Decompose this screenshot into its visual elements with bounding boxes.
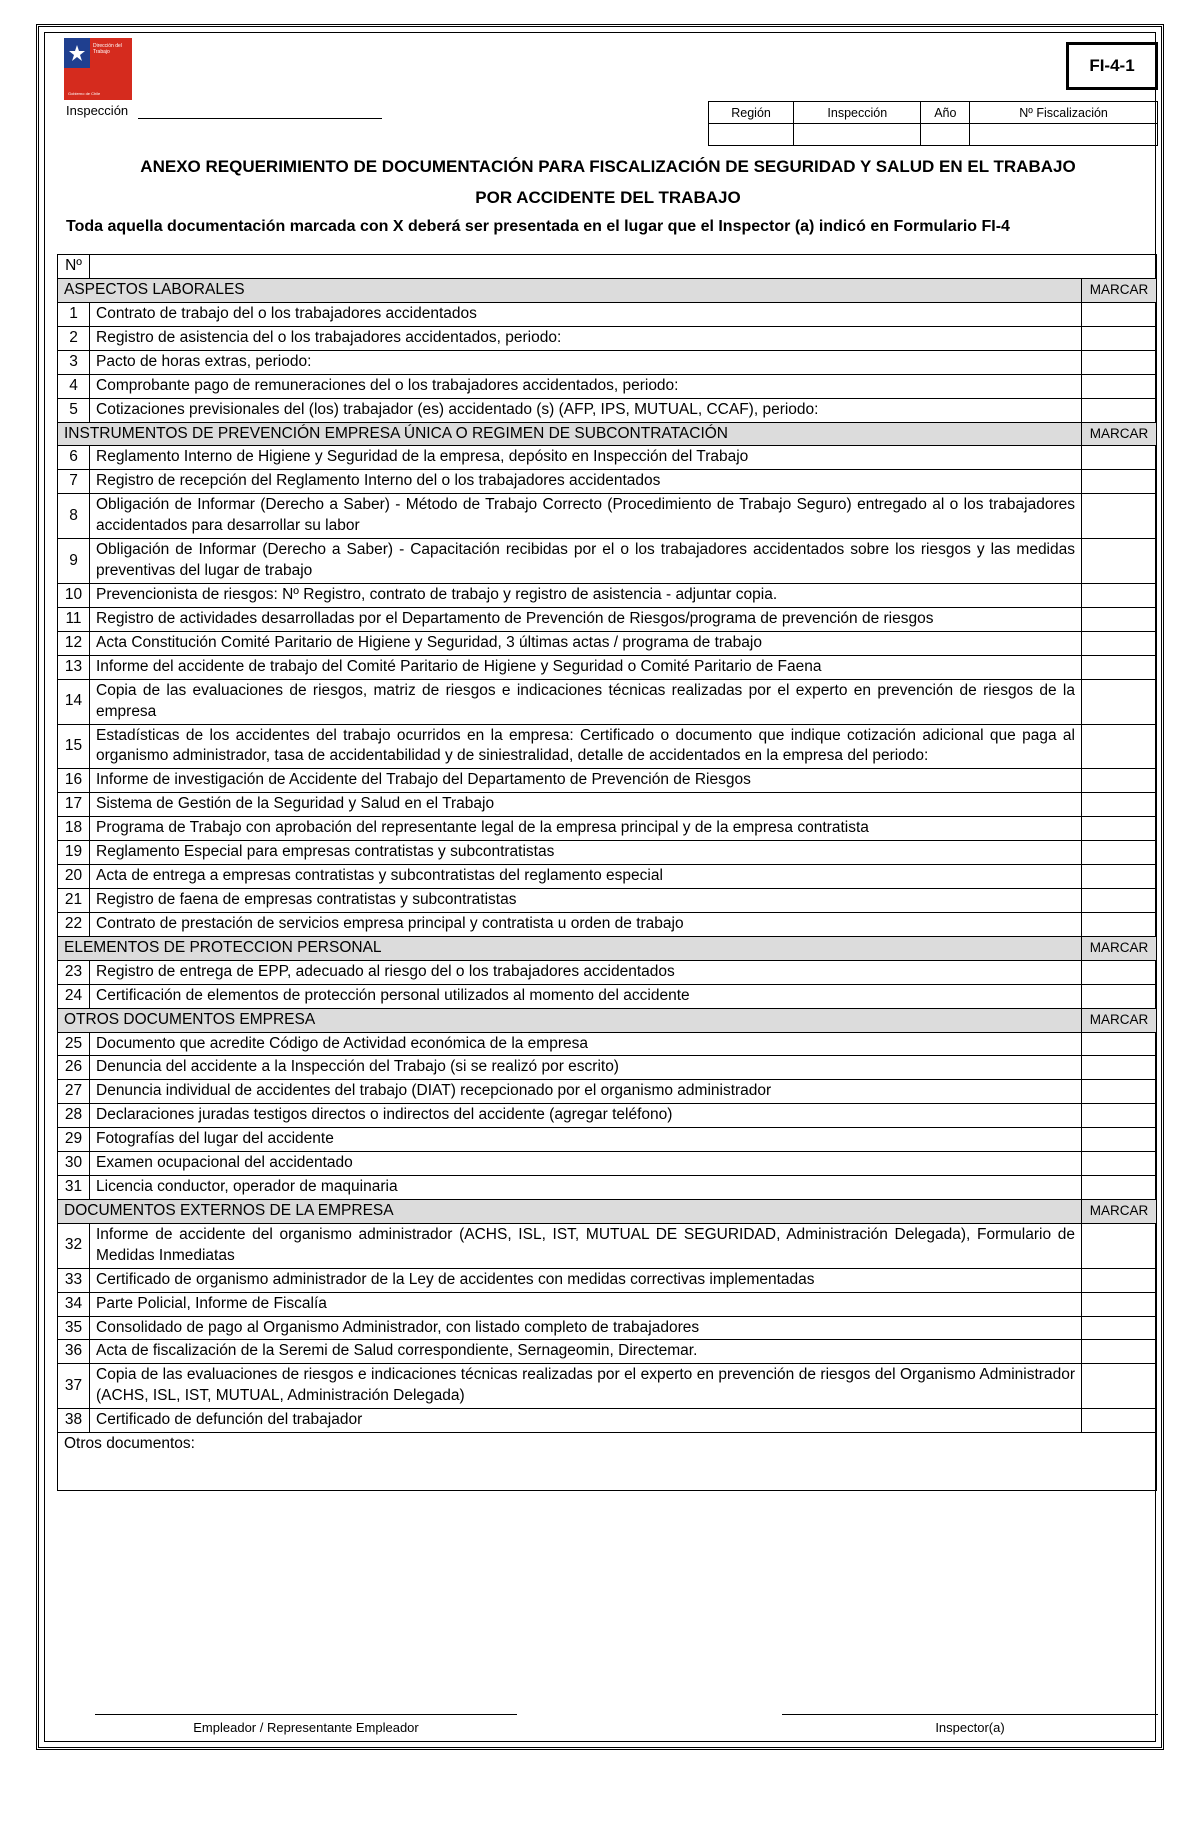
employer-signature-label: Empleador / Representante Empleador — [193, 1720, 419, 1735]
item-number: 37 — [58, 1364, 90, 1409]
item-description: Reglamento Interno de Higiene y Seguridad de la empresa, depósito en Inspección del Trabajo — [90, 446, 1082, 470]
inspection-header: Inspección — [794, 102, 921, 124]
item-description: Comprobante pago de remuneraciones del o los trabajadores accidentados, periodo: — [90, 374, 1082, 398]
mark-cell[interactable] — [1082, 793, 1157, 817]
mark-header: MARCAR — [1082, 936, 1157, 960]
table-row — [58, 1409, 1157, 1433]
table-row — [58, 494, 1157, 539]
mark-header: MARCAR — [1082, 1199, 1157, 1223]
item-number: 29 — [58, 1128, 90, 1152]
item-description: Certificado de defunción del trabajador — [90, 1409, 1082, 1433]
mark-cell[interactable] — [1082, 984, 1157, 1008]
table-row — [58, 1340, 1157, 1364]
section-header — [58, 422, 1157, 446]
item-description: Declaraciones juradas testigos directos o indirectos del accidente (agregar teléfono) — [90, 1104, 1082, 1128]
item-description: Contrato de trabajo del o los trabajadores accidentados — [90, 302, 1082, 326]
table-row — [58, 470, 1157, 494]
item-number: 15 — [58, 724, 90, 769]
mark-header: MARCAR — [1082, 279, 1157, 303]
item-number: 14 — [58, 679, 90, 724]
item-number: 17 — [58, 793, 90, 817]
table-row — [58, 539, 1157, 584]
table-row — [58, 724, 1157, 769]
table-row — [58, 1364, 1157, 1409]
item-description: Registro de asistencia del o los trabajadores accidentados, periodo: — [90, 326, 1082, 350]
section-header — [58, 936, 1157, 960]
form-code: FI-4-1 — [1066, 42, 1158, 90]
mark-cell[interactable] — [1082, 1409, 1157, 1433]
mark-cell[interactable] — [1082, 1223, 1157, 1268]
table-row — [58, 1152, 1157, 1176]
item-number: 30 — [58, 1152, 90, 1176]
mark-cell[interactable] — [1082, 817, 1157, 841]
inspector-signature-line[interactable] — [782, 1714, 1158, 1715]
government-logo — [64, 38, 132, 100]
item-description: Certificación de elementos de protección personal utilizados al momento del accidente — [90, 984, 1082, 1008]
inspection-number-header: Nº Fiscalización — [970, 102, 1158, 124]
item-description: Cotizaciones previsionales del (los) trabajador (es) accidentado (s) (AFP, IPS, MUTUAL, CCAF), periodo: — [90, 398, 1082, 422]
table-row — [58, 374, 1157, 398]
item-number: 1 — [58, 302, 90, 326]
section-header — [58, 1008, 1157, 1032]
table-row — [58, 326, 1157, 350]
other-documents-row[interactable] — [58, 1433, 1157, 1491]
section-title: OTROS DOCUMENTOS EMPRESA — [58, 1008, 1082, 1032]
region-header: Región — [709, 102, 794, 124]
table-row — [58, 1080, 1157, 1104]
item-number: 8 — [58, 494, 90, 539]
inspection-label: Inspección — [66, 103, 129, 118]
item-number: 32 — [58, 1223, 90, 1268]
item-number: 36 — [58, 1340, 90, 1364]
item-description: Registro de faena de empresas contratistas y subcontratistas — [90, 888, 1082, 912]
table-row — [58, 865, 1157, 889]
table-row — [58, 841, 1157, 865]
mark-cell[interactable] — [1082, 679, 1157, 724]
table-row — [58, 631, 1157, 655]
item-number: 2 — [58, 326, 90, 350]
table-row — [58, 1104, 1157, 1128]
table-row — [58, 1032, 1157, 1056]
section-header — [58, 1199, 1157, 1223]
mark-cell[interactable] — [1082, 398, 1157, 422]
table-row — [58, 984, 1157, 1008]
item-description: Acta de fiscalización de la Seremi de Salud correspondiente, Sernageomin, Directemar. — [90, 1340, 1082, 1364]
table-row — [58, 679, 1157, 724]
table-row — [58, 655, 1157, 679]
mark-cell[interactable] — [1082, 1128, 1157, 1152]
number-header: Nº — [58, 255, 90, 279]
mark-cell[interactable] — [1082, 350, 1157, 374]
table-row — [58, 817, 1157, 841]
mark-cell[interactable] — [1082, 631, 1157, 655]
mark-header: MARCAR — [1082, 422, 1157, 446]
mark-cell[interactable] — [1082, 446, 1157, 470]
item-number: 4 — [58, 374, 90, 398]
mark-cell[interactable] — [1082, 1152, 1157, 1176]
item-number: 25 — [58, 1032, 90, 1056]
item-description: Reglamento Especial para empresas contratistas y subcontratistas — [90, 841, 1082, 865]
item-number: 34 — [58, 1292, 90, 1316]
item-description: Registro de recepción del Reglamento Interno del o los trabajadores accidentados — [90, 470, 1082, 494]
item-number: 16 — [58, 769, 90, 793]
mark-cell[interactable] — [1082, 607, 1157, 631]
item-number: 26 — [58, 1056, 90, 1080]
item-number: 21 — [58, 888, 90, 912]
item-description: Informe de investigación de Accidente del Trabajo del Departamento de Prevención de Riesgos — [90, 769, 1082, 793]
item-number: 27 — [58, 1080, 90, 1104]
table-row — [58, 1176, 1157, 1200]
item-number: 22 — [58, 912, 90, 936]
item-number: 31 — [58, 1176, 90, 1200]
item-description: Registro de actividades desarrolladas por el Departamento de Prevención de Riesgos/programa de prevención de riesgos — [90, 607, 1082, 631]
logo-text-2: Trabajo — [93, 49, 110, 55]
number-header-blank — [90, 255, 1157, 279]
table-row — [58, 1128, 1157, 1152]
other-documents-label: Otros documentos: — [58, 1433, 1157, 1491]
item-description: Copia de las evaluaciones de riesgos e indicaciones técnicas realizadas por el experto en prevención de riesgos del Organismo Administrador (ACHS, ISL, IST, MUTUAL, Administración Delegada) — [90, 1364, 1082, 1409]
mark-cell[interactable] — [1082, 1268, 1157, 1292]
item-number: 5 — [58, 398, 90, 422]
section-title: ELEMENTOS DE PROTECCION PERSONAL — [58, 936, 1082, 960]
mark-cell[interactable] — [1082, 888, 1157, 912]
year-cell[interactable] — [921, 124, 970, 146]
mark-cell[interactable] — [1082, 1056, 1157, 1080]
item-description: Fotografías del lugar del accidente — [90, 1128, 1082, 1152]
mark-cell[interactable] — [1082, 1292, 1157, 1316]
year-header: Año — [921, 102, 970, 124]
section-title: ASPECTOS LABORALES — [58, 279, 1082, 303]
item-number: 33 — [58, 1268, 90, 1292]
item-description: Sistema de Gestión de la Seguridad y Salud en el Trabajo — [90, 793, 1082, 817]
document-title-line2: POR ACCIDENTE DEL TRABAJO — [475, 188, 741, 207]
mark-cell[interactable] — [1082, 539, 1157, 584]
item-description: Informe del accidente de trabajo del Comité Paritario de Higiene y Seguridad o Comité Paritario de Faena — [90, 655, 1082, 679]
item-number: 38 — [58, 1409, 90, 1433]
item-number: 3 — [58, 350, 90, 374]
table-row — [58, 1223, 1157, 1268]
item-description: Programa de Trabajo con aprobación del representante legal de la empresa principal y de la empresa contratista — [90, 817, 1082, 841]
item-description: Informe de accidente del organismo administrador (ACHS, ISL, IST, MUTUAL DE SEGURIDAD, Administración Delegada), Formulario de Medidas Inmediatas — [90, 1223, 1082, 1268]
logo-text-1: Dirección del — [93, 43, 122, 49]
item-description: Obligación de Informar (Derecho a Saber) - Método de Trabajo Correcto (Procedimiento de Trabajo Seguro) entregado al o los trabajadores accidentados para desarrollar su labor — [90, 494, 1082, 539]
documents-table — [57, 254, 1157, 1491]
section-title: INSTRUMENTOS DE PREVENCIÓN EMPRESA ÚNICA O REGIMEN DE SUBCONTRATACIÓN — [58, 422, 1082, 446]
item-number: 35 — [58, 1316, 90, 1340]
item-description: Estadísticas de los accidentes del trabajo ocurridos en la empresa: Certificado o documento que indique cotización adicional que paga al organismo administrador, tasa de accidentabilidad y de siniestralidad, detalle de accidentados en la empresa del periodo: — [90, 724, 1082, 769]
document-title-line1: ANEXO REQUERIMIENTO DE DOCUMENTACIÓN PARA FISCALIZACIÓN DE SEGURIDAD Y SALUD EN EL TRABAJO — [140, 157, 1076, 176]
mark-cell[interactable] — [1082, 1080, 1157, 1104]
item-number: 6 — [58, 446, 90, 470]
employer-signature-line[interactable] — [95, 1714, 517, 1715]
item-number: 19 — [58, 841, 90, 865]
mark-cell[interactable] — [1082, 583, 1157, 607]
table-row — [58, 912, 1157, 936]
table-row — [58, 350, 1157, 374]
item-description: Obligación de Informar (Derecho a Saber) - Capacitación recibidas por el o los trabajadores accidentados sobre los riesgos y las medidas preventivas del lugar de trabajo — [90, 539, 1082, 584]
item-description: Acta Constitución Comité Paritario de Higiene y Seguridad, 3 últimas actas / programa de trabajo — [90, 631, 1082, 655]
table-row — [58, 1316, 1157, 1340]
mark-cell[interactable] — [1082, 374, 1157, 398]
item-description: Acta de entrega a empresas contratistas y subcontratistas del reglamento especial — [90, 865, 1082, 889]
table-row — [58, 793, 1157, 817]
item-number: 24 — [58, 984, 90, 1008]
mark-cell[interactable] — [1082, 470, 1157, 494]
mark-cell[interactable] — [1082, 326, 1157, 350]
mark-cell[interactable] — [1082, 494, 1157, 539]
mark-cell[interactable] — [1082, 960, 1157, 984]
table-row — [58, 888, 1157, 912]
item-description: Denuncia del accidente a la Inspección del Trabajo (si se realizó por escrito) — [90, 1056, 1082, 1080]
item-number: 18 — [58, 817, 90, 841]
inspection-cell[interactable] — [794, 124, 921, 146]
item-description: Certificado de organismo administrador de la Ley de accidentes con medidas correctivas implementadas — [90, 1268, 1082, 1292]
item-description: Prevencionista de riesgos: Nº Registro, contrato de trabajo y registro de asistencia - adjuntar copia. — [90, 583, 1082, 607]
table-row — [58, 1056, 1157, 1080]
item-description: Examen ocupacional del accidentado — [90, 1152, 1082, 1176]
item-number: 10 — [58, 583, 90, 607]
instructions-text: Toda aquella documentación marcada con X deberá ser presentada en el lugar que el Inspector (a) indicó en Formulario FI-4 — [66, 218, 1010, 235]
inspection-field-line[interactable] — [138, 118, 382, 119]
section-header — [58, 279, 1157, 303]
mark-cell[interactable] — [1082, 1032, 1157, 1056]
mark-cell[interactable] — [1082, 865, 1157, 889]
inspector-signature-label: Inspector(a) — [935, 1720, 1005, 1735]
mark-cell[interactable] — [1082, 841, 1157, 865]
item-number: 28 — [58, 1104, 90, 1128]
item-number: 11 — [58, 607, 90, 631]
item-description: Registro de entrega de EPP, adecuado al riesgo del o los trabajadores accidentados — [90, 960, 1082, 984]
item-number: 12 — [58, 631, 90, 655]
mark-cell[interactable] — [1082, 769, 1157, 793]
item-description: Consolidado de pago al Organismo Administrador, con listado completo de trabajadores — [90, 1316, 1082, 1340]
mark-cell[interactable] — [1082, 724, 1157, 769]
item-description: Documento que acredite Código de Actividad económica de la empresa — [90, 1032, 1082, 1056]
logo-text-3: Gobierno de Chile — [68, 91, 101, 96]
item-description: Licencia conductor, operador de maquinaria — [90, 1176, 1082, 1200]
mark-header: MARCAR — [1082, 1008, 1157, 1032]
mark-cell[interactable] — [1082, 302, 1157, 326]
table-row — [58, 398, 1157, 422]
table-row — [58, 302, 1157, 326]
item-number: 13 — [58, 655, 90, 679]
mark-cell[interactable] — [1082, 1176, 1157, 1200]
item-description: Denuncia individual de accidentes del trabajo (DIAT) recepcionado por el organismo administrador — [90, 1080, 1082, 1104]
item-description: Parte Policial, Informe de Fiscalía — [90, 1292, 1082, 1316]
table-row — [58, 769, 1157, 793]
table-row — [58, 1268, 1157, 1292]
table-row — [58, 1292, 1157, 1316]
mark-cell[interactable] — [1082, 1316, 1157, 1340]
case-info-table — [708, 101, 1158, 146]
item-description: Copia de las evaluaciones de riesgos, matriz de riesgos e indicaciones técnicas realizadas por el experto en prevención de riesgos de la empresa — [90, 679, 1082, 724]
item-description: Contrato de prestación de servicios empresa principal y contratista u orden de trabajo — [90, 912, 1082, 936]
item-description: Pacto de horas extras, periodo: — [90, 350, 1082, 374]
section-title: DOCUMENTOS EXTERNOS DE LA EMPRESA — [58, 1199, 1082, 1223]
item-number: 9 — [58, 539, 90, 584]
table-row — [58, 960, 1157, 984]
mark-cell[interactable] — [1082, 1364, 1157, 1409]
table-row — [58, 607, 1157, 631]
mark-cell[interactable] — [1082, 912, 1157, 936]
mark-cell[interactable] — [1082, 1104, 1157, 1128]
inspection-number-cell[interactable] — [970, 124, 1158, 146]
item-number: 7 — [58, 470, 90, 494]
mark-cell[interactable] — [1082, 1340, 1157, 1364]
item-number: 20 — [58, 865, 90, 889]
table-row — [58, 446, 1157, 470]
table-row — [58, 583, 1157, 607]
region-cell[interactable] — [709, 124, 794, 146]
item-number: 23 — [58, 960, 90, 984]
mark-cell[interactable] — [1082, 655, 1157, 679]
